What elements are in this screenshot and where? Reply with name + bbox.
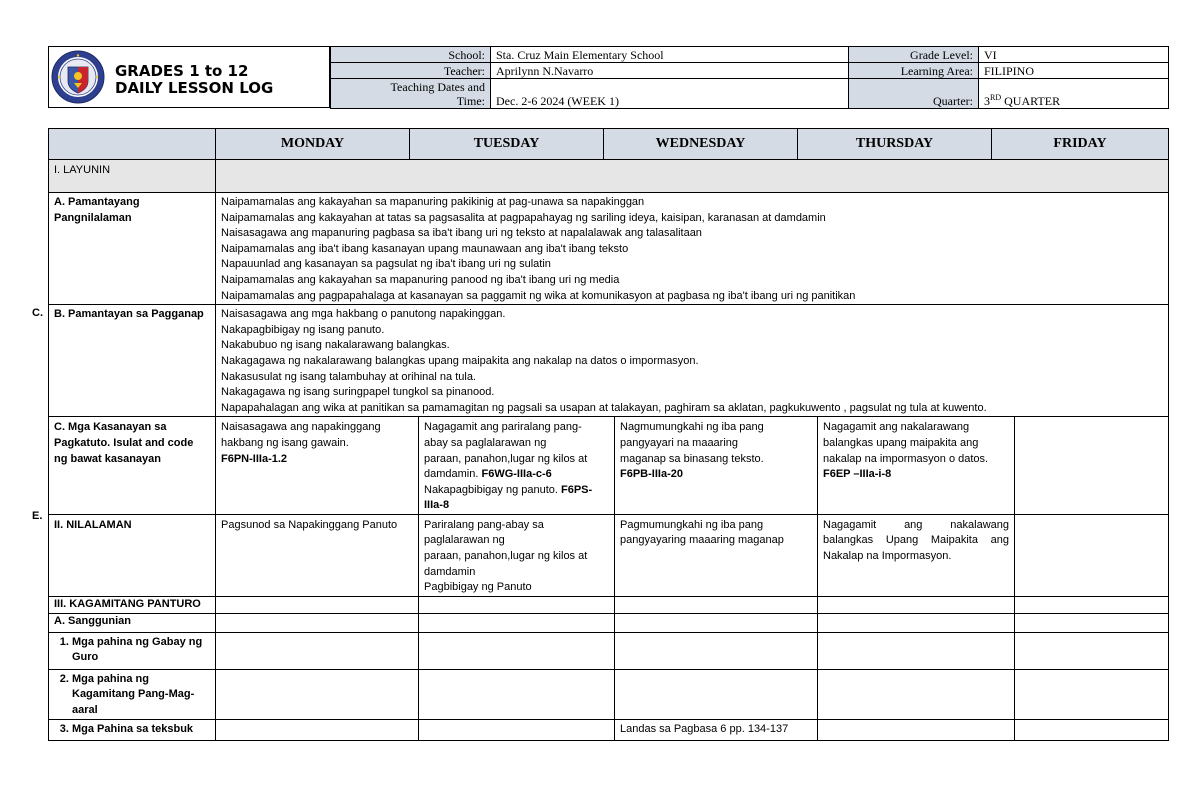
kasanayan-friday: [1015, 417, 1169, 515]
days-header-band: [216, 129, 1169, 160]
kas-tue-code-2a: F6PS-: [561, 483, 593, 496]
pagganap-line: Nakasusulat ng isang talambuhay at orihinal na tula.: [221, 370, 476, 383]
pamantayang-line: Napauunlad ang kasanayan sa pagsulat ng iba't ibang uri ng sulatin: [221, 258, 551, 271]
day-monday: MONDAY: [216, 129, 410, 159]
school-label: School:: [331, 47, 491, 63]
kas-wed-code: F6PB-IIIa-20: [620, 468, 683, 481]
header-title-box: [48, 46, 330, 108]
grade-level-value: VI: [979, 47, 1169, 63]
kagamitan-tuesday: [419, 596, 615, 613]
kas-mon-line: Naisasagawa ang napakinggang: [221, 421, 381, 434]
gabay-label-cell: [49, 632, 216, 669]
teksbuk-label-cell: [49, 719, 216, 740]
kas-tue-line: Nagagamit ang pariralang pang-: [424, 421, 582, 434]
kagamitang-wednesday: [615, 669, 818, 719]
teaching-dates-label: [331, 79, 491, 109]
pagganap-line: Nakapagbibigay ng isang panuto.: [221, 323, 385, 336]
layunin-label: I. LAYUNIN: [49, 160, 216, 193]
kas-mon-line: hakbang ng isang gawain.: [221, 436, 349, 449]
kas-tue-code-1: F6WG-IIIa-c-6: [481, 468, 552, 481]
nil-wed-line: Pagmumungkahi ng iba pang: [620, 518, 764, 531]
nil-wed-line: pangyayaring maaaring maganap: [620, 534, 784, 547]
kagamitang-tuesday: [419, 669, 615, 719]
kasanayan-label-line-3: ng bawat kasanayan: [54, 452, 161, 465]
nilalaman-wednesday: [615, 514, 818, 596]
kagamitang-label-cell: [49, 669, 216, 719]
pamantayang-label-line-2: Pangnilalaman: [54, 211, 132, 224]
pamantayang-line: Naipamamalas ang kakayahan sa mapanuring panood ng iba't ibang uri ng media: [221, 273, 620, 286]
side-mark-e: E.: [32, 510, 43, 522]
pagganap-line: Nakagagawa ng nakalarawang balangkas upang maipakita ang nakalap na datos o impormasyon.: [221, 354, 699, 367]
kagamitang-monday: [216, 669, 419, 719]
kas-wed-line: maganap sa binasang teksto.: [620, 452, 764, 465]
teksbuk-tuesday: [419, 719, 615, 740]
kagamitang-label: 2. Mga pahina ng Kagamitang Pang-Mag-aaral: [72, 672, 210, 719]
kasanayan-label-line-1: C. Mga Kasanayan sa: [54, 421, 167, 434]
kas-tue-code-2b: IIIa-8: [424, 499, 450, 512]
kas-wed-line: pangyayari na maaaring: [620, 436, 739, 449]
teksbuk-thursday: [818, 719, 1015, 740]
nilalaman-friday: [1015, 514, 1169, 596]
sanggunian-monday: [216, 613, 419, 632]
pamantayang-line: Naipamamalas ang kakayahan sa mapanuring pakikinig at pag-unawa sa napakinggan: [221, 196, 645, 208]
gabay-thursday: [818, 632, 1015, 669]
day-thursday: THURSDAY: [798, 129, 992, 159]
nil-tue-line: paglalarawan ng: [424, 534, 505, 547]
pamantayang-row: [49, 193, 1169, 305]
layunin-row: [49, 160, 1169, 193]
kas-mon-code: F6PN-IIIa-1.2: [221, 452, 288, 465]
pagganap-content: [216, 305, 1169, 417]
sanggunian-wednesday: [615, 613, 818, 632]
school-value: Sta. Cruz Main Elementary School: [491, 47, 849, 63]
grade-level-label: Grade Level:: [849, 47, 979, 63]
kagamitang-row: [49, 669, 1169, 719]
days-header-blank: [49, 129, 216, 160]
kasanayan-label-line-2: Pagkatuto. Isulat and code: [54, 436, 194, 449]
title-line-1: GRADES 1 to 12: [115, 62, 249, 80]
kas-thu-code: F6EP –IIIa-i-8: [823, 468, 892, 481]
kagamitan-row: [49, 596, 1169, 613]
title-line-2: DAILY LESSON LOG: [115, 79, 274, 97]
nil-tue-line: paraan, panahon,lugar ng kilos at: [424, 550, 588, 563]
sanggunian-tuesday: [419, 613, 615, 632]
kagamitan-friday: [1015, 596, 1169, 613]
daily-lesson-log-table: [48, 128, 1169, 741]
nilalaman-monday: Pagsunod sa Napakinggang Panuto: [216, 514, 419, 596]
teksbuk-friday: [1015, 719, 1169, 740]
kas-tue-line: damdamin.: [424, 468, 482, 481]
layunin-content: [216, 160, 1169, 193]
sanggunian-thursday: [818, 613, 1015, 632]
pagganap-row: [49, 305, 1169, 417]
kasanayan-row: [49, 417, 1169, 515]
nilalaman-label: II. NILALAMAN: [49, 514, 216, 596]
kas-tue-line: Nakapagbibigay ng panuto.: [424, 483, 561, 496]
kagamitan-monday: [216, 596, 419, 613]
gabay-friday: [1015, 632, 1169, 669]
teksbuk-monday: [216, 719, 419, 740]
nilalaman-thursday: Nagagamit ang nakalawang balangkas Upang Maipakita ang Nakalap na Impormasyon.: [818, 514, 1015, 596]
kagamitang-thursday: [818, 669, 1015, 719]
pagganap-line: Nakagagawa ng isang suringpapel tungkol sa pinanood.: [221, 386, 495, 399]
kas-thu-line: Nagagamit ang nakalarawang: [823, 421, 970, 434]
gabay-label: 1. Mga pahina ng Gabay ng Guro: [72, 635, 210, 666]
teaching-dates-value: Dec. 2-6 2024 (WEEK 1): [491, 79, 849, 109]
kasanayan-monday: [216, 417, 419, 515]
pagganap-line: Naisasagawa ang mga hakbang o panutong napakinggan.: [221, 308, 506, 321]
teksbuk-label: 3. Mga Pahina sa teksbuk: [72, 722, 210, 738]
kasanayan-tuesday: [419, 417, 615, 515]
pamantayang-line: Naisasagawa ang mapanuring pagbasa sa iba't ibang uri ng teksto at napalalawak ang talasalitaan: [221, 227, 702, 240]
quarter-value: [979, 79, 1169, 109]
kagamitan-label: III. KAGAMITANG PANTURO: [49, 596, 216, 613]
learning-area-value: FILIPINO: [979, 63, 1169, 79]
pamantayang-label: [49, 193, 216, 305]
teaching-dates-label-line-2: Time:: [456, 94, 485, 108]
sanggunian-label: A. Sanggunian: [49, 613, 216, 632]
nil-tue-line: Pariralang pang-abay sa: [424, 518, 544, 531]
teaching-dates-label-line-1: Teaching Dates and: [390, 80, 485, 94]
kas-thu-line: nakalap na impormasyon o datos.: [823, 452, 989, 465]
deped-seal-icon: [51, 50, 105, 104]
sanggunian-friday: [1015, 613, 1169, 632]
pamantayang-label-line-1: A. Pamantayang: [54, 196, 140, 208]
pamantayang-line: Naipamamalas ang kakayahan at tatas sa pagsasalita at pagpapahayag ng sariling ideya, kaisipan, karanasan at damdamin: [221, 211, 826, 224]
pamantayang-line: Naipamamalas ang iba't ibang kasanayan upang maunawaan ang iba't ibang teksto: [221, 242, 629, 255]
gabay-monday: [216, 632, 419, 669]
kasanayan-thursday: [818, 417, 1015, 515]
kagamitan-thursday: [818, 596, 1015, 613]
days-header-row: [49, 129, 1169, 160]
nilalaman-row: [49, 514, 1169, 596]
kas-wed-line: Nagmumungkahi ng iba pang: [620, 421, 764, 434]
kas-tue-line: paraan, panahon,lugar ng kilos at: [424, 452, 588, 465]
header-info-table: [330, 46, 1169, 109]
pagganap-line: Nakabubuo ng isang nakalarawang balangkas.: [221, 339, 450, 352]
nil-tue-line: Pagbibigay ng Panuto: [424, 581, 532, 594]
day-tuesday: TUESDAY: [410, 129, 604, 159]
quarter-label: Quarter:: [849, 79, 979, 109]
day-friday: FRIDAY: [1053, 136, 1107, 152]
pagganap-line: Napapahalagan ang wika at panitikan sa pamamagitan ng pagsali sa usapan at talakayan, paghiram sa aklatan, pagkukuwento , pagsulat ng tula at kuwento.: [221, 401, 987, 414]
teksbuk-row: [49, 719, 1169, 740]
page-title: [115, 63, 273, 97]
pamantayang-content: [216, 193, 1169, 305]
teacher-label: Teacher:: [331, 63, 491, 79]
pagganap-label: B. Pamantayan sa Pagganap: [49, 305, 216, 417]
quarter-suffix: RD: [990, 93, 1002, 102]
kagamitang-friday: [1015, 669, 1169, 719]
kagamitan-wednesday: [615, 596, 818, 613]
kasanayan-label: [49, 417, 216, 515]
gabay-row: [49, 632, 1169, 669]
sanggunian-row: [49, 613, 1169, 632]
gabay-wednesday: [615, 632, 818, 669]
kasanayan-wednesday: [615, 417, 818, 515]
kas-thu-line: balangkas upang maipakita ang: [823, 436, 979, 449]
side-mark-c: C.: [32, 307, 43, 319]
nil-tue-line: damdamin: [424, 565, 476, 578]
teksbuk-wednesday: Landas sa Pagbasa 6 pp. 134-137: [615, 719, 818, 740]
kas-tue-line: abay sa paglalarawan ng: [424, 436, 547, 449]
quarter-number: 3: [984, 94, 990, 108]
teacher-value: Aprilynn N.Navarro: [491, 63, 849, 79]
day-wednesday: WEDNESDAY: [604, 129, 798, 159]
nilalaman-tuesday: [419, 514, 615, 596]
learning-area-label: Learning Area:: [849, 63, 979, 79]
pamantayang-line: Naipamamalas ang pagpapahalaga at kasanayan sa paggamit ng wika at komunikasyon at pagbasa ng iba't ibang uri ng panitikan: [221, 289, 856, 302]
gabay-tuesday: [419, 632, 615, 669]
quarter-text: QUARTER: [1001, 94, 1061, 108]
